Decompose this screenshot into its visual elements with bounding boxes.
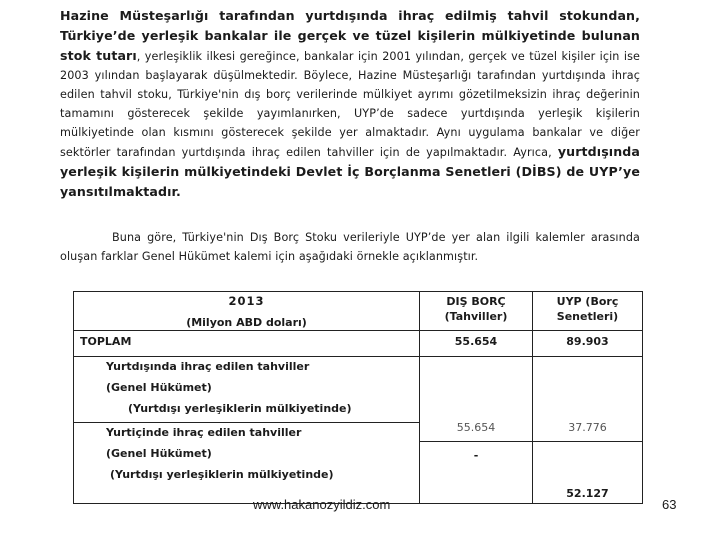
group1-dis-borc: 55.654	[456, 421, 496, 434]
header-uyp	[533, 292, 643, 331]
group2-label1: Yurtiçinde ihraç edilen tahviller	[106, 426, 302, 439]
comparison-table	[73, 291, 643, 504]
group2-uyp: 52.127	[566, 487, 609, 500]
table-row-group1	[74, 357, 643, 504]
group2-sub-label: (Yurtdışı yerleşiklerin mülkiyetinde)	[110, 468, 334, 481]
table-header-row	[74, 292, 643, 331]
paragraph-example-text: Buna göre, Türkiye'nin Dış Borç Stoku verileriyle UYP’de yer alan ilgili kalemler arasında oluşan farklar Genel Hükümet kalemi için aşağıdaki örnekle açıklanmıştır.	[60, 231, 640, 263]
group2-dis-borc: -	[473, 449, 479, 462]
paragraph-lead-bold: Hazine Müsteşarlığı tarafından yurtdışında ihraç edilmiş tahvil stokundan, Türkiye’de yerleşik bankalar ile gerçek ve tüzel kişilerin mülkiyetinde bulunan stok tutarı	[60, 8, 640, 63]
paragraph-yerlesiklik	[60, 6, 640, 202]
paragraph-closing-bold: yurtdışında yerleşik kişilerin mülkiyetindeki Devlet İç Borçlanma Senetleri (DİBS) de UYP’ye yansıtılmaktadır.	[60, 144, 640, 199]
group2-label2: (Genel Hükümet)	[106, 447, 212, 460]
group1-uyp: 37.776	[568, 421, 607, 434]
total-dis-borc: 55.654	[454, 335, 498, 348]
paragraph-body: , yerleşiklik ilkesi gereğince, bankalar için 2001 yılından, gerçek ve tüzel kişiler için ise 2003 yılından başlayarak düşülmektedir. Böylece, Hazine Müsteşarlığı tarafından yurtdışında ihraç edilen tahvil stoku, Türkiye'nin dış borç verilerinde mülkiyet ayrımı gözetilmeksizin ihraç değerinin tamamını gösterecek şekilde yayımlanırken, UYP’de sadece yurtdışında yerleşik kişilerin mülkiyetinde olan kısmını gösterecek şekilde yer almaktadır. Aynı uygulama bankalar ve diğer sektörler tarafından yurtdışında ihraç edilen tahviller için de yapılmaktadır. Ayrıca,	[60, 50, 640, 159]
group1-label1: Yurtdışında ihraç edilen tahviller	[106, 360, 310, 373]
group1-label2: (Genel Hükümet)	[106, 381, 212, 394]
header-uyp-line1: UYP (Borç	[556, 295, 619, 308]
header-year: 2013	[228, 294, 265, 308]
total-label: TOPLAM	[80, 335, 132, 348]
header-uyp-line2: Senetleri)	[556, 310, 619, 323]
header-dis-borc	[420, 292, 533, 331]
header-year-cell	[74, 292, 420, 331]
footer-url: www.hakanozyildiz.com	[253, 497, 391, 512]
total-uyp: 89.903	[566, 335, 609, 348]
page-number: 63	[662, 497, 677, 512]
header-dis-borc-label: DIŞ BORÇ (Tahviller)	[444, 295, 508, 323]
header-unit: (Milyon ABD doları)	[186, 316, 307, 329]
table-row-total	[74, 331, 643, 357]
document-page	[60, 0, 652, 500]
paragraph-example-intro	[60, 228, 640, 266]
group1-sub-label: (Yurtdışı yerleşiklerin mülkiyetinde)	[128, 402, 352, 415]
